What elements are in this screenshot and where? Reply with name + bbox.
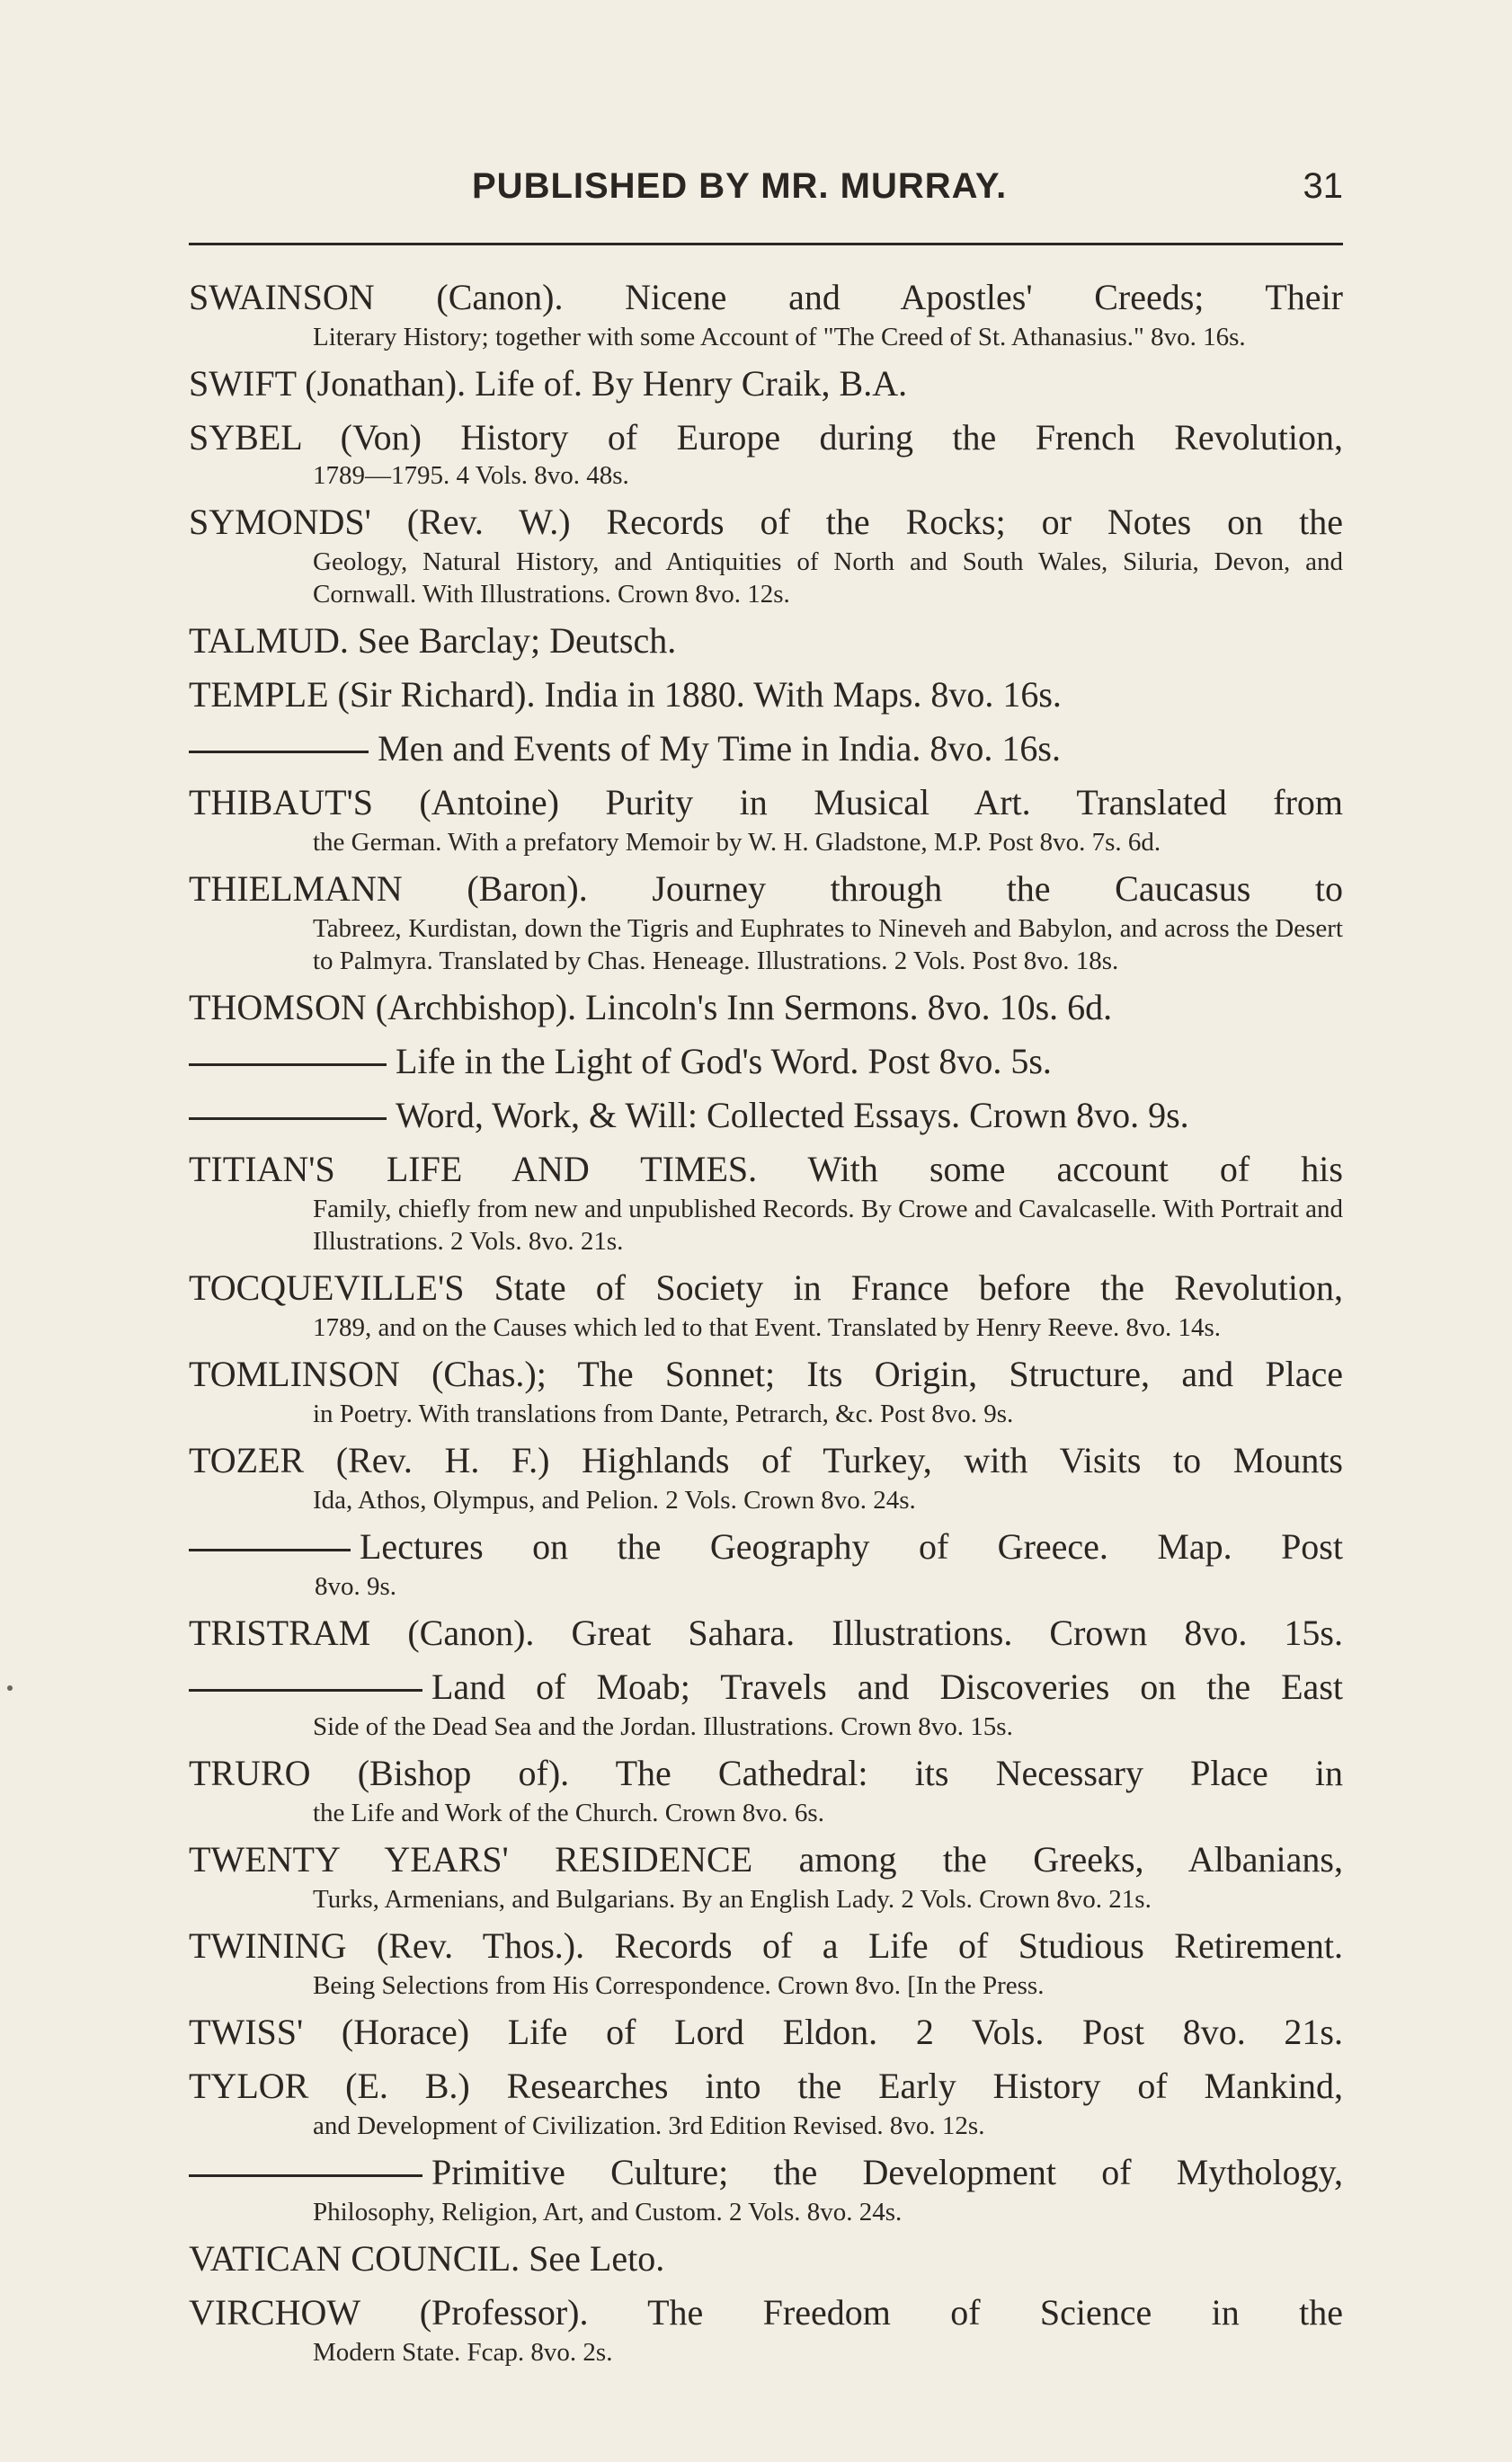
catalogue-entry xyxy=(189,618,1343,664)
entry-heading xyxy=(189,1524,1343,1570)
entry-heading: VIRCHOW (Professor). The Freedom of Science in the xyxy=(189,2292,1343,2333)
entry-detail: Modern State. Fcap. 8vo. 2s. xyxy=(313,2338,613,2367)
catalogue-entry xyxy=(189,984,1343,1031)
entry-detail: Philosophy, Religion, Art, and Custom. 2 Vols. 8vo. 24s. xyxy=(313,2198,903,2226)
catalogue-entry xyxy=(189,1092,1343,1139)
entry-detail: Ida, Athos, Olympus, and Pelion. 2 Vols. Crown 8vo. 24s. xyxy=(313,1486,916,1515)
catalogue-entry xyxy=(189,1610,1343,1657)
entry-detail: Literary History; together with some Account of "The Creed of St. Athanasius." 8vo. 16s. xyxy=(313,323,1246,351)
entry-detail: Family, chiefly from new and unpublished Records. By Crowe and Cavalcaselle. With Portrait and Illustrations. 2 Vols. 8vo. 21s. xyxy=(313,1195,1343,1256)
paper-speck xyxy=(7,1685,13,1691)
entry-heading: TOMLINSON (Chas.); The Sonnet; Its Origin, Structure, and Place xyxy=(189,1354,1343,1394)
catalogue-entry xyxy=(189,2289,1343,2369)
entry-heading: TWISS' (Horace) Life of Lord Eldon. 2 Vols. Post 8vo. 21s. xyxy=(189,2012,1343,2052)
entry-detail: Geology, Natural History, and Antiquities of North and South Wales, Siluria, Devon, and Cornwall. With Illustrations. Crown 8vo. 12s. xyxy=(313,547,1343,609)
entry-detail: 8vo. 9s. xyxy=(315,1572,397,1601)
catalogue-entry xyxy=(189,2149,1343,2228)
catalogue-entry xyxy=(189,1923,1343,2002)
entry-heading xyxy=(189,1038,1343,1085)
ditto-dash xyxy=(189,751,369,753)
ditto-dash xyxy=(189,2174,422,2177)
entry-heading-text: Land of Moab; Travels and Discoveries on the East xyxy=(431,1667,1343,1707)
entry-heading: TWENTY YEARS' RESIDENCE among the Greeks, Albanians, xyxy=(189,1839,1343,1880)
entry-heading: TRURO (Bishop of). The Cathedral: its Necessary Place in xyxy=(189,1753,1343,1793)
entry-detail: the Life and Work of the Church. Crown 8vo. 6s. xyxy=(313,1799,824,1827)
entry-heading: THIELMANN (Baron). Journey through the Caucasus to xyxy=(189,868,1343,909)
catalogue-entry xyxy=(189,1437,1343,1516)
entry-heading-text: Life in the Light of God's Word. Post 8vo. 5s. xyxy=(396,1041,1052,1081)
catalogue-entry xyxy=(189,1836,1343,1915)
catalogue-entry xyxy=(189,1351,1343,1430)
catalogue-entry xyxy=(189,499,1343,610)
ditto-dash xyxy=(189,1549,351,1551)
running-head: PUBLISHED BY MR. MURRAY. xyxy=(472,166,1008,206)
entry-heading: TEMPLE (Sir Richard). India in 1880. With Maps. 8vo. 16s. xyxy=(189,674,1062,715)
header-rule xyxy=(189,243,1343,245)
entry-heading: TITIAN'S LIFE AND TIMES. With some account of his xyxy=(189,1149,1343,1189)
catalogue-entry xyxy=(189,1524,1343,1603)
entry-heading xyxy=(189,725,1343,772)
catalogue-entry xyxy=(189,2009,1343,2056)
entry-heading: TYLOR (E. B.) Researches into the Early History of Mankind, xyxy=(189,2066,1343,2106)
catalogue-entry xyxy=(189,1265,1343,1344)
ditto-dash xyxy=(189,1689,422,1692)
catalogue-entry xyxy=(189,1146,1343,1258)
entry-heading-text: Primitive Culture; the Development of Mythology, xyxy=(431,2152,1343,2192)
entry-heading: VATICAN COUNCIL. See Leto. xyxy=(189,2238,665,2279)
entry-heading: TRISTRAM (Canon). Great Sahara. Illustrations. Crown 8vo. 15s. xyxy=(189,1613,1343,1653)
entry-detail: Side of the Dead Sea and the Jordan. Illustrations. Crown 8vo. 15s. xyxy=(313,1712,1013,1741)
entry-detail: in Poetry. With translations from Dante, Petrarch, &c. Post 8vo. 9s. xyxy=(313,1400,1014,1428)
entry-detail: the German. With a prefatory Memoir by W. H. Gladstone, M.P. Post 8vo. 7s. 6d. xyxy=(313,828,1161,857)
ditto-dash xyxy=(189,1117,387,1120)
entry-heading-text: Lectures on the Geography of Greece. Map. Post xyxy=(360,1526,1343,1567)
entry-detail: Being Selections from His Correspondence. Crown 8vo. [In the Press. xyxy=(313,1971,1045,2000)
catalogue-entry xyxy=(189,274,1343,353)
entry-heading: SYMONDS' (Rev. W.) Records of the Rocks; or Notes on the xyxy=(189,502,1343,542)
entry-heading xyxy=(189,2149,1343,2196)
catalogue-entry xyxy=(189,1750,1343,1829)
catalogue-entry xyxy=(189,1664,1343,1743)
catalogue-entry xyxy=(189,725,1343,772)
entry-heading: THOMSON (Archbishop). Lincoln's Inn Sermons. 8vo. 10s. 6d. xyxy=(189,987,1113,1027)
entry-heading: SWAINSON (Canon). Nicene and Apostles' Creeds; Their xyxy=(189,277,1343,317)
entry-detail: 1789, and on the Causes which led to that Event. Translated by Henry Reeve. 8vo. 14s. xyxy=(313,1313,1222,1342)
catalogue-entry xyxy=(189,779,1343,858)
entry-heading xyxy=(189,1092,1343,1139)
catalogue-entry xyxy=(189,1038,1343,1085)
ditto-dash xyxy=(189,1063,387,1066)
entry-detail: Tabreez, Kurdistan, down the Tigris and Euphrates to Nineveh and Babylon, and across the Desert to Palmyra. Translated by Chas. Heneage. Illustrations. 2 Vols. Post 8vo. 18s. xyxy=(313,914,1343,975)
catalogue-entry xyxy=(189,866,1343,977)
catalogue-entry xyxy=(189,671,1343,718)
entry-detail: and Development of Civilization. 3rd Edition Revised. 8vo. 12s. xyxy=(313,2111,985,2140)
entry-heading-text: Word, Work, & Will: Collected Essays. Crown 8vo. 9s. xyxy=(396,1095,1189,1135)
page-number: 31 xyxy=(1303,166,1343,206)
catalogue-entry xyxy=(189,2235,1343,2282)
page-header xyxy=(189,166,1343,211)
entry-heading: TOCQUEVILLE'S State of Society in France before the Revolution, xyxy=(189,1267,1343,1308)
catalogue-entry xyxy=(189,414,1343,492)
catalogue-entry xyxy=(189,2063,1343,2142)
entry-heading-text: Men and Events of My Time in India. 8vo. 16s. xyxy=(378,728,1061,769)
entry-heading: SWIFT (Jonathan). Life of. By Henry Craik, B.A. xyxy=(189,363,908,404)
entry-detail: 1789—1795. 4 Vols. 8vo. 48s. xyxy=(313,461,629,490)
entry-detail: Turks, Armenians, and Bulgarians. By an English Lady. 2 Vols. Crown 8vo. 21s. xyxy=(313,1885,1152,1914)
entry-heading xyxy=(189,1664,1343,1711)
entry-heading: TWINING (Rev. Thos.). Records of a Life of Studious Retirement. xyxy=(189,1925,1343,1966)
entry-heading: TALMUD. See Barclay; Deutsch. xyxy=(189,620,677,661)
entry-heading: THIBAUT'S (Antoine) Purity in Musical Art. Translated from xyxy=(189,782,1343,822)
catalogue-list xyxy=(189,274,1343,2376)
entry-heading: SYBEL (Von) History of Europe during the French Revolution, xyxy=(189,417,1343,458)
catalogue-entry xyxy=(189,360,1343,407)
entry-heading: TOZER (Rev. H. F.) Highlands of Turkey, with Visits to Mounts xyxy=(189,1440,1343,1480)
